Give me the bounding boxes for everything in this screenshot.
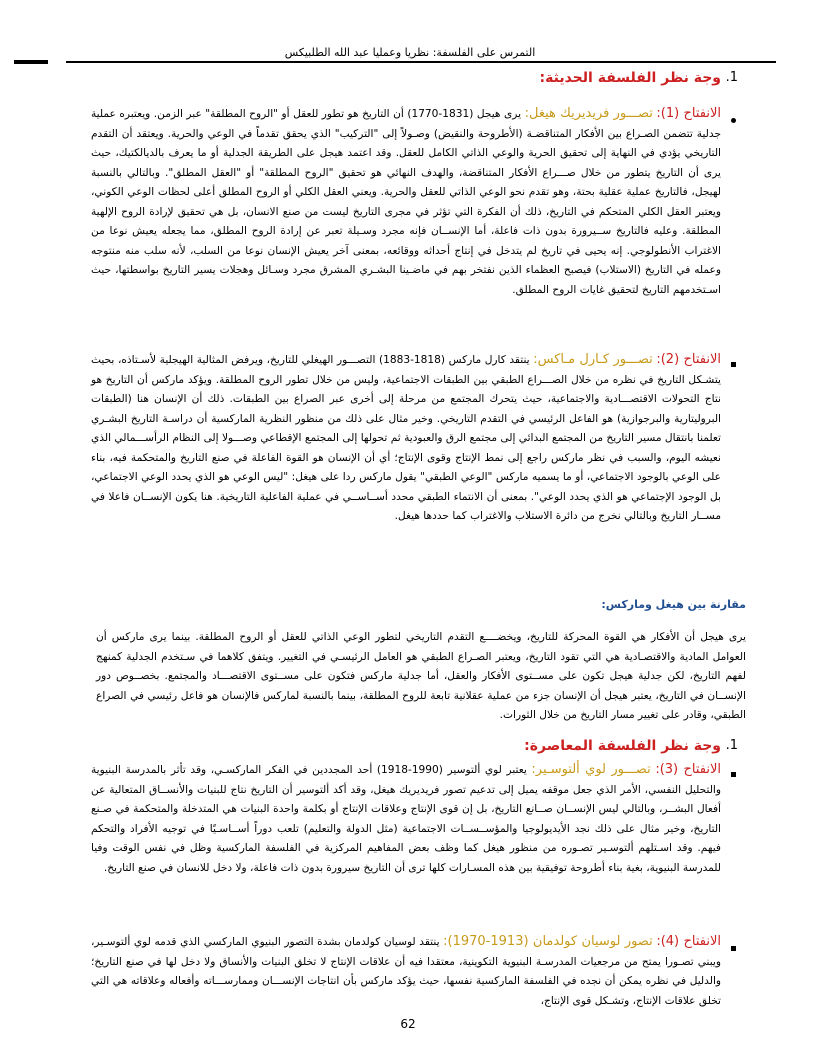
- bullet-icon: [731, 118, 736, 123]
- paragraph-body: ينتقد لوسيان كولدمان بشدة التصور البنيوي الماركسي الذي قدمه لوي ألتوسـير، ويبني تصـورا يمتح من مرجعيات المدرسـة البنيوية التكوينية، معتقدا فيه أن علاقات الإنتاج لا تخلق البنيات والأنساق ولا دخل لها في صنع التاريخ؛ والدليل في نظره يمكن أن نجده في الفلسفة الماركسية نفسها، حيث يؤكد ماركس بأن انتاجات الإنســـان وممارســـاته وأفعاله وعلاقاته هي التي تخلق علاقات الإنتاج، وتشـكل قوى الإنتاج،: [91, 936, 721, 1007]
- running-header: التمرس على الفلسفة: نظريا وعمليا عبد الله الطلبيكس: [284, 46, 536, 59]
- paragraph-goldmann: [91, 932, 721, 1011]
- lead-label: الانفتاح (1):: [656, 106, 721, 121]
- lead-name: تصـــور لوي ألتوسـير:: [531, 762, 651, 777]
- header-rule: [66, 61, 776, 63]
- bullet-icon: [731, 362, 736, 367]
- paragraph-body: ينتقد كارل ماركس (1818-1883) التصـــور الهيغلي للتاريخ، ويرفض المثالية الهيجلية لأسـتاذه، بحيث يتشـكل التاريخ في نظره من خلال الصـــراع الطبقي بين الطبقات الاجتماعية، وليس من خلال تطور الروح المطلقة. ويؤكد ماركس أن التاريخ هو نتاج التحولات الاقتصـــادية والاجتماعية، حيث يتحرك المجتمع من مرحلة إلى أخرى عبر الصراع بين الطبقات. ذلك أن الإنسان هنا (الطبقات البروليتارية والبرجوازية) هو الفاعل الرئيسي في التقدم التاريخي. وخير مثال على ذلك من منظور النظرية الماركسية أن دراسـة التاريخ البشـري تعلمنا بانتقال مسير التاريخ من المجتمع البدائي إلى مجتمع الرق والعبودية ثم تحولها إلى المجتمع الإقطاعي وصـــولا إلى النظام الرأســـمالي الذي نعيشه اليوم، والسبب في نظر ماركس راجع إلى نمط الإنتاج وقوى الإنتاج؛ أي أن الإنسان هو القوة الفاعلة في صنع التاريخ والمتحكمة فيه، بناء على الوعي بالوجود الاجتماعي، أو ما يسميه ماركس "الوعي الطبقي" يقول ماركس ردا على هيغل: "ليس الوعي هو الذي يحدد الوعي الاجتماعي، بل الوجود الإجتماعي هو الذي يحدد الوعي". بمعنى أن الانتماء الطبقي محدد أســاســي في عملية الفاعلية التاريخية. هنا يكون الإنســان فاعلا في مســار التاريخ وبالتالي نخرج من دائرة الاستلاب والاغتراب كما حددها هيغل.: [91, 354, 721, 522]
- lead-label: الانفتاح (4):: [656, 934, 721, 949]
- section-title: وجة نظر الفلسفة المعاصرة:: [524, 738, 721, 754]
- paragraph-body: يرى هيجل (1831-1770) أن التاريخ هو تطور للعقل أو "الروح المطلقة" عبر الزمن. ويعتبره عملية جدلية تتضمن الصـراع بين الأفكار المتناقضـة (الأطروحة والنقيض) وصـولاً إلى "التركيب" الذي يحقق تقدماً في الوعي والحرية. ويعتقد أن التقدم التاريخي يؤدي في النهاية إلى تحقيق الحرية والوعي الذاتي الكامل للعقل. وقد اعتمد هيجل على الطريقة الجدلية أو ما يعرف بالديالكتيك، حيث يرى أن التاريخ يتطور من خلال صـــراع الأفكار المتناقضة، والهدف النهائي هو تحقيق "الروح المطلقة" أو "العقل المطلق". وبالتالي بالنسبة لهيجل، فالتاريخ عملية عقلية بحتة، وهو تقدم نحو الوعي الذاتي للعقل والحرية. ويعني العقل الكلي أو الروح المطلق أعلى لحظات الوعي الكوني، ويعتبر العقل الكلي المتحكم في التاريخ، ذلك أن الفكرة التي تؤثر في مجرى التاريخ ليست من صنع الانسان، بل هي تحقيق لإرادة الروح الإلهية المطلقة. وعليه فالتاريخ ســيرورة بدون ذات فاعلة، أما الإنســان فإنه مجرد وسـيلة تعبر عن إرادة الروح المطلق، مما يجعله يعيش نوعا من الاغتراب الأنطولوجي. إنه يحيى في تاريخ لم يتدخل في إنتاج أحداثه ووقائعه، بمعنى آخر يعيش الإنسان نوعا من السلب، لأنه سلب منه منتوجه وعمله في التاريخ (الاستلاب) فيصبح العظماء الذين نفتخر بهم في ماضـينا البشـري المشرق مجرد وسـائل وهجلات يسير التاريخ بواسطتها، حيث اسـتخدمهم التاريخ لتحقيق غايات الروح المطلق.: [91, 108, 721, 296]
- comparison-heading: مقارنة بين هيغل وماركس:: [601, 598, 746, 611]
- section-title: وجة نظر الفلسفة الحديثة:: [539, 70, 721, 86]
- bullet-icon: [731, 946, 736, 951]
- paragraph-body: يرى هيجل أن الأفكار هي القوة المحركة للتاريخ، ويخضــــع التقدم التاريخي لتطور الوعي الذاتي للعقل أو الروح المطلقة. بينما يرى ماركس أن العوامل المادية والاقتصـادية هي التي تقود التاريخ، ويعتبر الصـراع الطبقي هو العامل الرئيسـي في التغيير. ويتفق كلاهما في سـتخدم الجدلية كمنهج لفهم التاريخ، لكن جدلية هيجل تكون على مســتوى الأفكار والعقل، أما جدلية ماركس فتكون على مســتوى الاقتصـــاد والمجتمع. بخصــوص دور الإنســان في التاريخ، يعتبر هيجل أن الإنسان جزء من عملية عقلانية تابعة للروح المطلقة، بينما بالنسبة لماركس فالإنسان هو فاعل رئيسي في الصراع الطبقي، وقادر على تغيير مسار التاريخ من خلال الثورات.: [96, 631, 746, 721]
- section-number: 1.: [725, 70, 738, 85]
- page-number: 62: [400, 1017, 416, 1031]
- lead-name: تصـــور فريديريك هيغل:: [524, 106, 653, 121]
- section-number: 1.: [725, 738, 738, 753]
- lead-name: تصور لوسيان كولدمان (1913-1970):: [443, 934, 653, 949]
- header-rule-short: [14, 60, 48, 64]
- paragraph-hegel: [91, 104, 721, 300]
- lead-label: الانفتاح (3):: [655, 762, 721, 777]
- lead-name: تصـــور كـارل مـاكس:: [533, 352, 653, 367]
- lead-label: الانفتاح (2):: [656, 352, 721, 367]
- paragraph-marx: [91, 350, 721, 527]
- paragraph-comparison: [96, 628, 746, 726]
- paragraph-body: يعتبر لوي ألتوسير (1990-1918) أحد المجددين في الفكر الماركسـي، وقد تأثر بالمدرسة البنيوية والتحليل النفسي، الأمر الذي جعل موقفه يميل إلى تدعيم تصور فريديريك هيغل، وقد أكد ألتوسير أن التاريخ نتاج للبنيات والأنســاق المتعالية عن أفعال البشــر، وبالتالي ليس الإنســان صــانع التاريخ، بل إن قوى الإنتاج وعلاقات الإنتاج أو بكلمة واحدة البنيات هي المتدخلة والمتحكمة في صـنع التاريخ، وخير مثال على ذلك نجد الأيديولوجيا والمؤســســات الاجتماعية (مثل الدولة والتعليم) تلعب دوراً أســاسـيًا في توجيه الأفراد والتحكم فيهم. وقد اسـتلهم ألتوسـير تصـوره من منظور هيغل كما وظف بعض المفاهيم المركزية في الفلسفة الماركسية وظل في نفس الوقت وفيا للمدرسة البنيوية، بغية بناء أطروحة توفيقية بين هذه المسـارات كلها ترى أن التاريخ سيرورة بدون ذات فاعلة، ولا دخل للانسان في صنع التاريخ.: [91, 764, 721, 874]
- bullet-icon: [731, 772, 736, 777]
- paragraph-althusser: [91, 760, 721, 878]
